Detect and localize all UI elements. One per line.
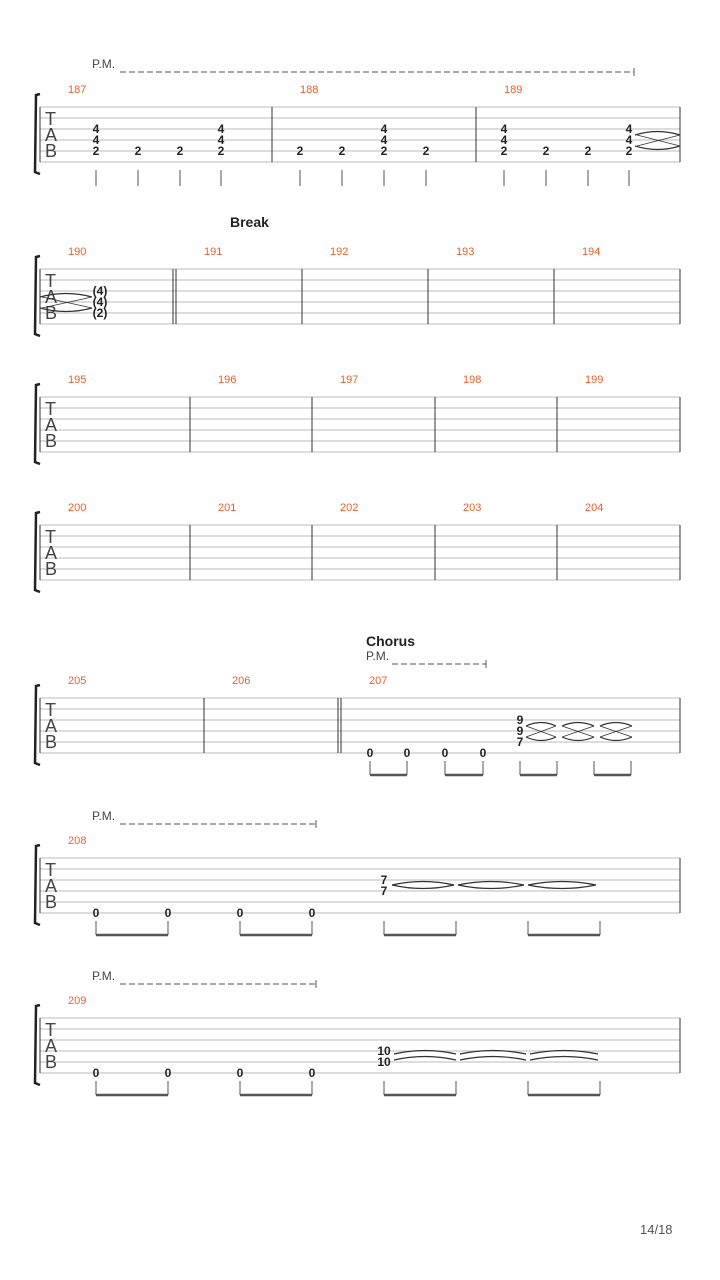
- fret-number: 0: [441, 746, 449, 760]
- tie-curve: [392, 885, 454, 889]
- measure-number: 202: [340, 502, 359, 514]
- tie-curve: [600, 737, 632, 741]
- fret-number: 9: [516, 713, 524, 727]
- measure-number: 206: [232, 675, 251, 687]
- measure-number: 190: [68, 246, 87, 258]
- fret-number: 4: [92, 122, 100, 136]
- tie-curve: [528, 882, 596, 886]
- tie-curve: [530, 1057, 598, 1061]
- fret-number: 0: [236, 1066, 244, 1080]
- fret-number: (4): [92, 295, 108, 309]
- system-bracket: [35, 256, 40, 336]
- fret-number: 4: [625, 133, 633, 147]
- tab-clef-letter: T: [45, 700, 56, 720]
- tab-clef-letter: A: [45, 1036, 58, 1056]
- fret-number: 2: [92, 144, 100, 158]
- tie-curve: [392, 882, 454, 886]
- fret-number: 0: [92, 906, 100, 920]
- fret-number: 0: [403, 746, 411, 760]
- tab-clef-letter: T: [45, 109, 56, 129]
- palm-mute-label: P.M.: [92, 969, 116, 983]
- fret-number: 7: [380, 884, 388, 898]
- measure-number: 199: [585, 374, 604, 386]
- tie-curve: [562, 737, 594, 741]
- fret-number: 2: [542, 144, 550, 158]
- fret-number: 4: [380, 133, 388, 147]
- fret-number: 2: [217, 144, 225, 158]
- tab-clef-letter: B: [45, 892, 58, 912]
- fret-number: 0: [479, 746, 487, 760]
- tab-clef-letter: T: [45, 271, 56, 291]
- fret-number: 2: [176, 144, 184, 158]
- measure-number: 207: [369, 675, 388, 687]
- fret-number: 0: [308, 906, 316, 920]
- tab-clef-letter: B: [45, 303, 58, 323]
- measure-number: 187: [68, 84, 87, 96]
- tab-clef-letter: A: [45, 415, 58, 435]
- system-bracket: [35, 1005, 40, 1085]
- fret-number: 4: [625, 122, 633, 136]
- system-bracket: [35, 685, 40, 765]
- tab-clef-letter: T: [45, 399, 56, 419]
- tab-system: [35, 374, 680, 464]
- measure-number: 193: [456, 246, 475, 258]
- system-bracket: [35, 384, 40, 464]
- measure-number: 208: [68, 835, 87, 847]
- measure-number: 192: [330, 246, 349, 258]
- fret-number: 0: [164, 1066, 172, 1080]
- tab-clef-letter: T: [45, 527, 56, 547]
- tie-curve: [460, 1057, 526, 1061]
- measure-number: 196: [218, 374, 237, 386]
- tab-system: [35, 633, 680, 775]
- tab-clef-letter: A: [45, 125, 58, 145]
- tab-clef-letter: A: [45, 876, 58, 896]
- fret-number: 0: [236, 906, 244, 920]
- measure-number: 205: [68, 675, 87, 687]
- fret-number: 2: [338, 144, 346, 158]
- measure-number: 198: [463, 374, 482, 386]
- measure-number: 201: [218, 502, 237, 514]
- fret-number: 4: [380, 122, 388, 136]
- fret-number: 10: [377, 1044, 391, 1058]
- fret-number: 10: [377, 1055, 391, 1069]
- tie-curve: [458, 885, 524, 889]
- fret-number: 0: [164, 906, 172, 920]
- fret-number: 2: [380, 144, 388, 158]
- tab-clef-letter: B: [45, 1052, 58, 1072]
- tie-curve: [600, 723, 632, 727]
- fret-number: 0: [366, 746, 374, 760]
- tie-curve: [528, 885, 596, 889]
- tie-curve: [635, 132, 680, 136]
- fret-number: 2: [422, 144, 430, 158]
- tie-curve: [526, 723, 556, 727]
- system-bracket: [35, 845, 40, 925]
- measure-number: 191: [204, 246, 223, 258]
- section-title: Break: [230, 214, 269, 230]
- fret-number: 2: [500, 144, 508, 158]
- tab-system: [35, 214, 680, 336]
- fret-number: 0: [92, 1066, 100, 1080]
- measure-number: 209: [68, 995, 87, 1007]
- fret-number: 4: [500, 133, 508, 147]
- measure-number: 195: [68, 374, 87, 386]
- measure-number: 188: [300, 84, 319, 96]
- fret-number: 4: [500, 122, 508, 136]
- tie-curve: [394, 1057, 456, 1061]
- tie-curve: [562, 723, 594, 727]
- fret-number: 2: [134, 144, 142, 158]
- fret-number: 7: [516, 735, 524, 749]
- measure-number: 200: [68, 502, 87, 514]
- tab-clef-letter: B: [45, 559, 58, 579]
- palm-mute-label: P.M.: [366, 649, 390, 663]
- measure-number: 194: [582, 246, 601, 258]
- measure-number: 204: [585, 502, 604, 514]
- fret-number: (4): [92, 284, 108, 298]
- palm-mute-label: P.M.: [92, 57, 116, 71]
- system-bracket: [35, 94, 40, 174]
- tab-system: [35, 502, 680, 592]
- tab-clef-letter: B: [45, 732, 58, 752]
- fret-number: 2: [625, 144, 633, 158]
- tab-clef-letter: B: [45, 141, 58, 161]
- fret-number: 2: [584, 144, 592, 158]
- tab-clef-letter: T: [45, 1020, 56, 1040]
- page-number: 14/18: [640, 1222, 673, 1237]
- fret-number: 9: [516, 724, 524, 738]
- tab-clef-letter: T: [45, 860, 56, 880]
- tab-system: [35, 809, 680, 935]
- tie-curve: [635, 146, 680, 150]
- tab-system: [35, 57, 680, 186]
- tab-clef-letter: A: [45, 716, 58, 736]
- tab-clef-letter: A: [45, 287, 58, 307]
- measure-number: 189: [504, 84, 523, 96]
- fret-number: 4: [217, 122, 225, 136]
- fret-number: 0: [308, 1066, 316, 1080]
- tab-system: [35, 969, 680, 1095]
- tie-curve: [526, 737, 556, 741]
- fret-number: (2): [92, 306, 108, 320]
- fret-number: 4: [92, 133, 100, 147]
- measure-number: 197: [340, 374, 359, 386]
- fret-number: 2: [296, 144, 304, 158]
- tab-clef-letter: A: [45, 543, 58, 563]
- section-title: Chorus: [366, 633, 415, 649]
- system-bracket: [35, 512, 40, 592]
- measure-number: 203: [463, 502, 482, 514]
- tie-curve: [458, 882, 524, 886]
- tab-clef-letter: B: [45, 431, 58, 451]
- palm-mute-label: P.M.: [92, 809, 116, 823]
- fret-number: 7: [380, 873, 388, 887]
- fret-number: 4: [217, 133, 225, 147]
